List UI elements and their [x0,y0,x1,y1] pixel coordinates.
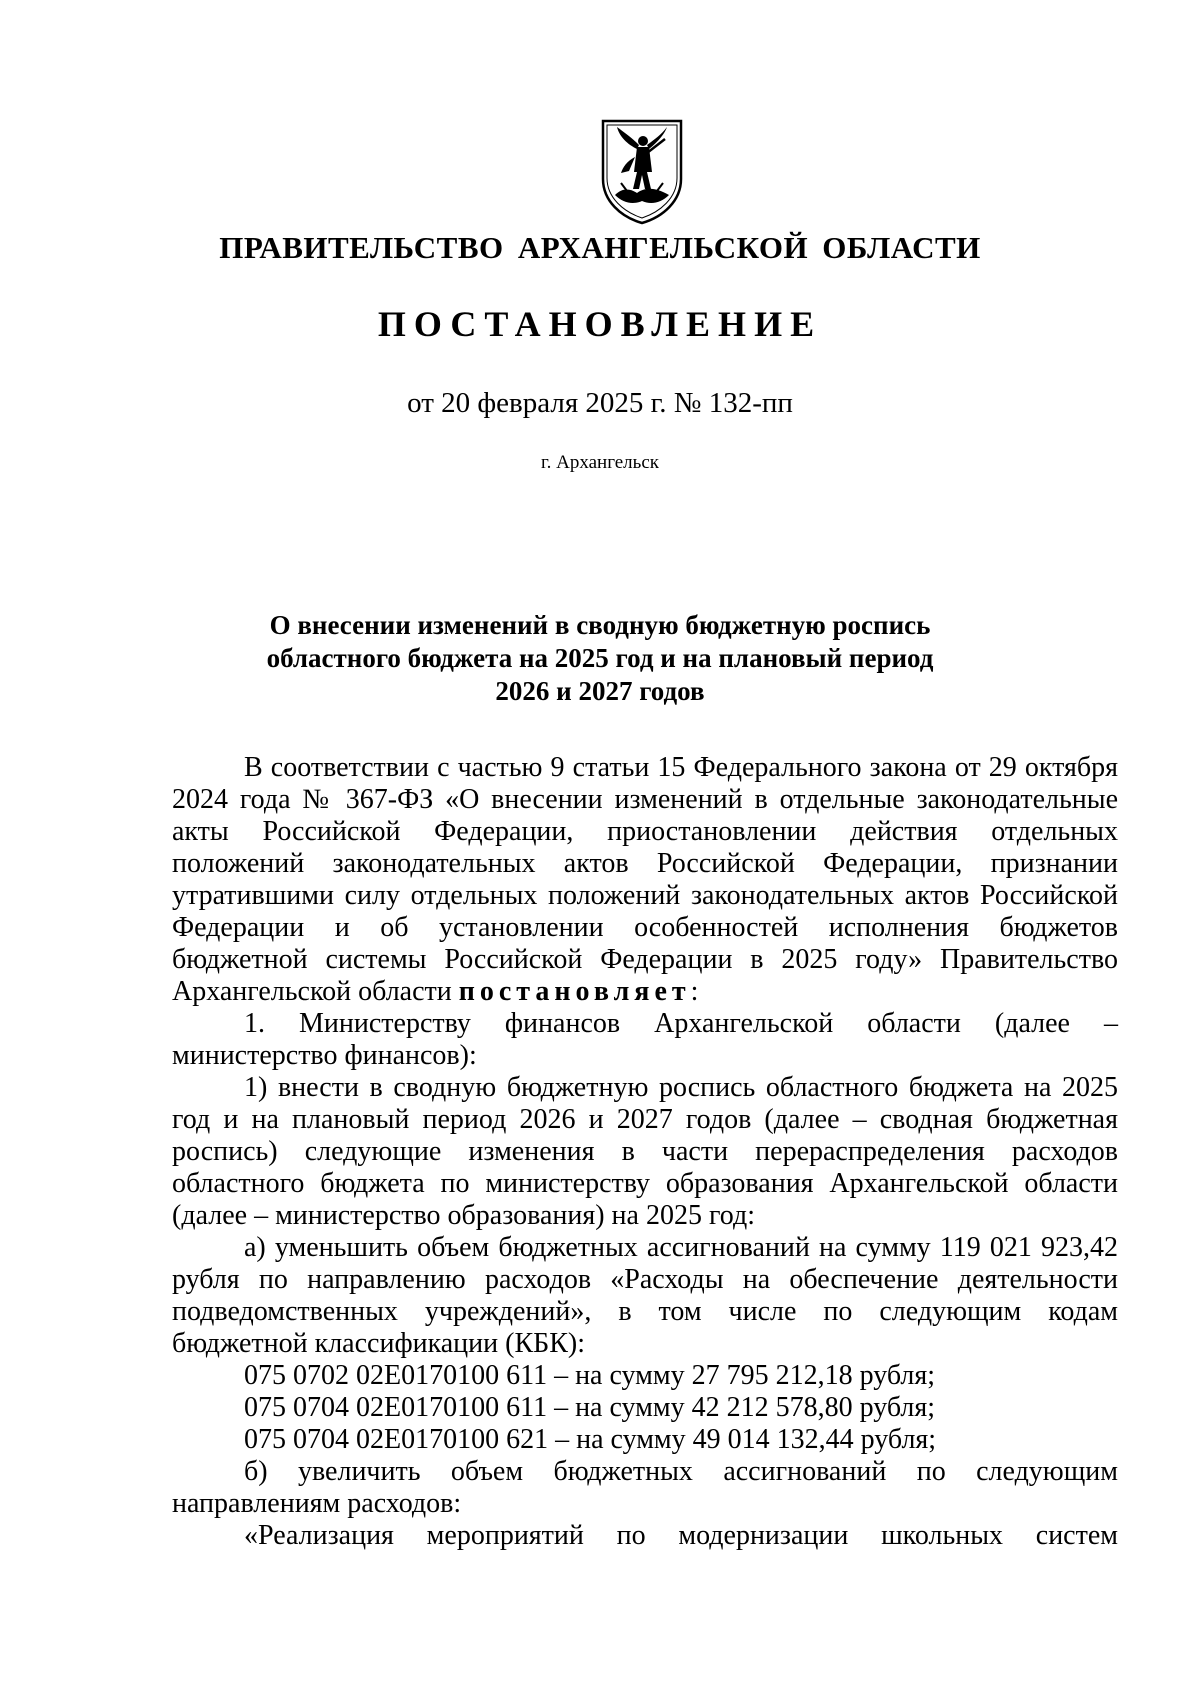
preamble-text: В соответствии с частью 9 статьи 15 Федерального закона от 29 октября 2024 года № 367-ФЗ «О внесении изменений в отдельные законодательные акты Российской Федерации, приостановлении действия отдельных положений законодательных актов Российской Федерации, признании утратившими силу отдельных положений законодательных актов Российской Федерации и об установлении особенностей исполнения бюджетов бюджетной системы Российской Федерации в 2025 году» Правительство Архангельской области [172,752,1118,1007]
coat-of-arms-icon [597,117,687,227]
document-type: ПОСТАНОВЛЕНИЕ [377,304,823,344]
resolves-colon: : [690,976,699,1007]
document-body [172,752,1118,1552]
preamble-paragraph [172,752,1118,1008]
continuation-line: «Реализация мероприятий по модернизации школьных систем [244,1520,1118,1551]
kbk-line: 075 0704 02Е0170100 621 – на сумму 49 014 132,44 рубля; [244,1424,937,1455]
subject-line: областного бюджета на 2025 год и на плановый период [266,643,934,673]
kbk-line: 075 0702 02Е0170100 611 – на сумму 27 795 212,18 рубля; [244,1360,936,1391]
item-1-paragraph: 1. Министерству финансов Архангельской области (далее – министерство финансов): [172,1008,1118,1071]
subject-line: 2026 и 2027 годов [495,676,705,706]
item-b-paragraph: б) увеличить объем бюджетных ассигнований по следующим направлениям расходов: [172,1456,1118,1519]
document-date-number: от 20 февраля 2025 г. № 132-пп [407,387,793,419]
subject-line: О внесении изменений в сводную бюджетную роспись [269,610,931,640]
item-a-paragraph: а) уменьшить объем бюджетных ассигнований на сумму 119 021 923,42 рубля по направлению расходов «Расходы на обеспечение деятельности подведомственных учреждений», в том числе по следующим кодам бюджетной классификации (КБК): [172,1232,1118,1359]
resolves-word: постановляет [458,976,691,1007]
government-name: ПРАВИТЕЛЬСТВО АРХАНГЕЛЬСКОЙ ОБЛАСТИ [219,230,981,265]
document-city: г. Архангельск [540,452,659,473]
item-1-1-paragraph: 1) внести в сводную бюджетную роспись областного бюджета на 2025 год и на плановый период 2026 и 2027 годов (далее – сводная бюджетная роспись) следующие изменения в части перераспределения расходов областного бюджета по министерству образования Архангельской области (далее – министерство образования) на 2025 год: [172,1072,1118,1231]
kbk-line: 075 0704 02Е0170100 611 – на сумму 42 212 578,80 рубля; [244,1392,936,1423]
document-subject [0,609,1200,708]
